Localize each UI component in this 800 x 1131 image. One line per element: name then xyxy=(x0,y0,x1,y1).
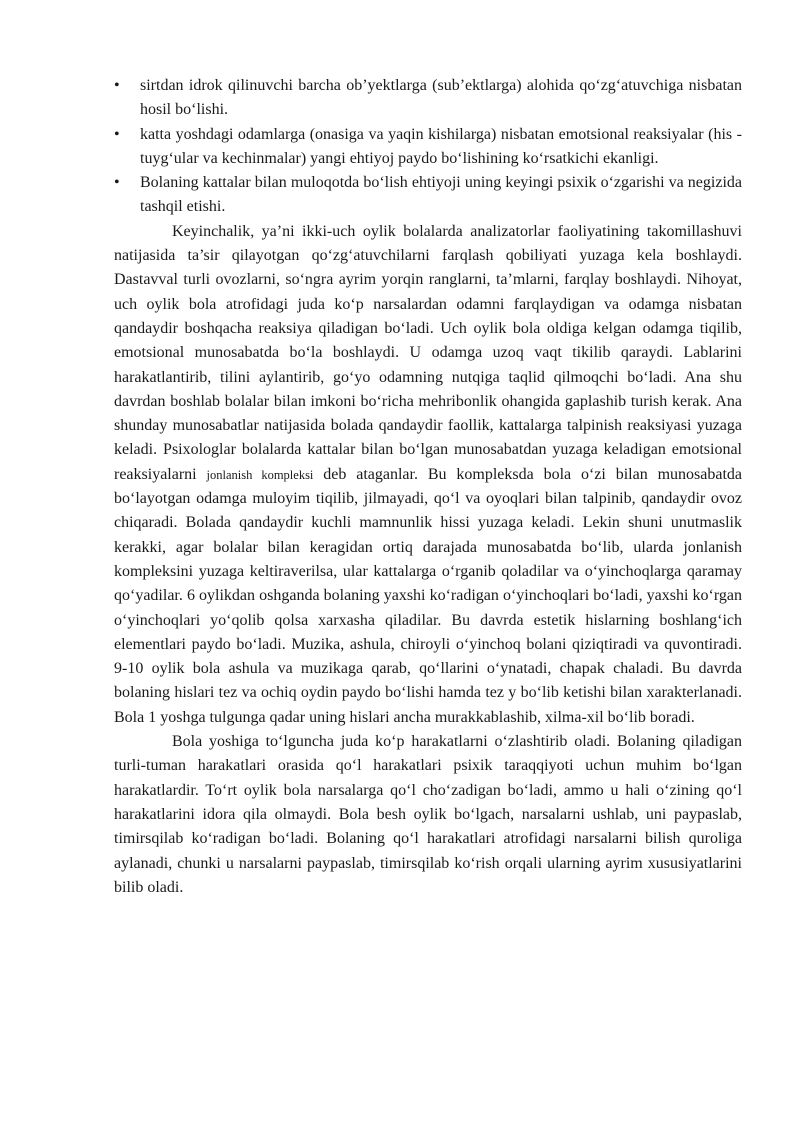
bullet-list xyxy=(114,74,742,220)
bullet-text: katta yoshdagi odamlarga (onasiga va yaqin kishilarga) nisbatan emotsional reaksiyalar (his -tuyg‘ular va kechinmalar) yangi ehtiyoj paydo bo‘lishining ko‘rsatkichi ekanligi. xyxy=(140,125,742,167)
bullet-icon: • xyxy=(114,174,120,192)
bullet-icon: • xyxy=(114,77,120,94)
list-item xyxy=(114,123,742,172)
term-jonlanish-kompleksi: jonlanish kompleksi xyxy=(206,467,314,482)
body-paragraph-1 xyxy=(114,220,742,730)
document-page xyxy=(114,74,742,900)
list-item xyxy=(114,74,742,123)
body-paragraph-2: Bola yoshiga to‘lguncha juda ko‘p harakatlarni o‘zlashtirib oladi. Bolaning qiladigan turli-tuman harakatlari orasida qo‘l harakatlari psixik taraqqiyoti uchun muhim bo‘lgan harakatlardir. To‘rt oylik bola narsalarga qo‘l cho‘zadigan bo‘ladi, ammo u hali o‘zining qo‘l harakatlarini idora qila olmaydi. Bola besh oylik bo‘lgach, narsalarni ushlab, uni paypaslab, timirsqilab ko‘radigan bo‘ladi. Bolaning qo‘l harakatlari atrofidagi narsalarni bilish quroliga aylanadi, chunki u narsalarni paypaslab, timirsqilab ko‘rish orqali ularning ayrim xususiyatlarini bilib oladi. xyxy=(114,733,742,896)
bullet-text: sirtdan idrok qilinuvchi barcha ob’yektlarga (sub’ektlarga) alohida qo‘zg‘atuvchiga nisbatan hosil bo‘lishi. xyxy=(140,77,742,119)
paragraph-text: Keyinchalik, ya’ni ikki-uch oylik bolalarda analizatorlar faoliyatining takomillashuvi natijasida ta’sir qilayotgan qo‘zg‘atuvchilarni farqlash qobiliyati yuzaga kela boshlaydi. Dastavval turli ovozlarni, so‘ngra ayrim yorqin ranglarni, ta’mlarni, farqlay boshlaydi. Nihoyat, uch oylik bola atrofidagi juda ko‘p narsalardan odamni farqlaydigan va odamga nisbatan qandaydir boshqacha reaksiya qiladigan bo‘ladi. Uch oylik bola oldiga kelgan odamga tiqilib, emotsional munosabatda bo‘la boshlaydi. U odamga uzoq vaqt tikilib qaraydi. Lablarini harakatlantirib, tilini aylantirib, go‘yo odamning nutqiga taqlid qilmoqchi bo‘ladi. Ana shu davrdan boshlab bolalar bilan imkoni bo‘richa mehribonlik ohangida gaplashib turish kerak. Ana shunday munosabatlar natijasida bolada qandaydir faollik, kattalarga talpinish reaksiyasi yuzaga keladi. Psixologlar bolalarda kattalar bilan bo‘lgan munosabatdan yuzaga keladigan emotsional reaksiyalarni xyxy=(114,222,742,483)
bullet-text: Bolaning kattalar bilan muloqotda bo‘lish ehtiyoji uning keyingi psixik o‘zgarishi va negizida tashqil etishi. xyxy=(140,174,742,216)
list-item xyxy=(114,171,742,220)
paragraph-text: deb ataganlar. Bu kompleksda bola o‘zi bilan munosabatda bo‘layotgan odamga muloyim tiqilib, jilmayadi, qo‘l va oyoqlari bilan talpinib, qandaydir ovoz chiqaradi. Bolada qandaydir kuchli mamnunlik hissi yuzaga keladi. Lekin shuni unutmaslik kerakki, agar bolalar bilan keragidan ortiq darajada munosabatda bo‘lib, ularda jonlanish kompleksini yuzaga keltiraverilsa, ular kattalarga o‘rganib qoladilar va o‘yinchoqlarga qaramay qo‘yadilar. 6 oylikdan oshganda bolaning yaxshi ko‘radigan o‘yinchoqlari bo‘ladi, yaxshi ko‘rgan o‘yinchoqlari yo‘qolib qolsa xarxasha qiladilar. Bu davrda estetik hislarning boshlang‘ich elementlari paydo bo‘ladi. Muzika, ashula, chiroyli o‘yinchoq bolani qiziqtiradi va quvontiradi. 9-10 oylik bola ashula va muzikaga qarab, qo‘llarini o‘ynatadi, chapak chaladi. Bu davrda bolaning hislari tez va ochiq oydin paydo bo‘lishi hamda tez y bo‘lib ketishi bilan xarakterlanadi. Bola 1 yoshga tulgunga qadar uning hislari ancha murakkablashib, xilma-xil bo‘lib boradi. xyxy=(114,465,743,726)
bullet-icon: • xyxy=(114,125,120,143)
